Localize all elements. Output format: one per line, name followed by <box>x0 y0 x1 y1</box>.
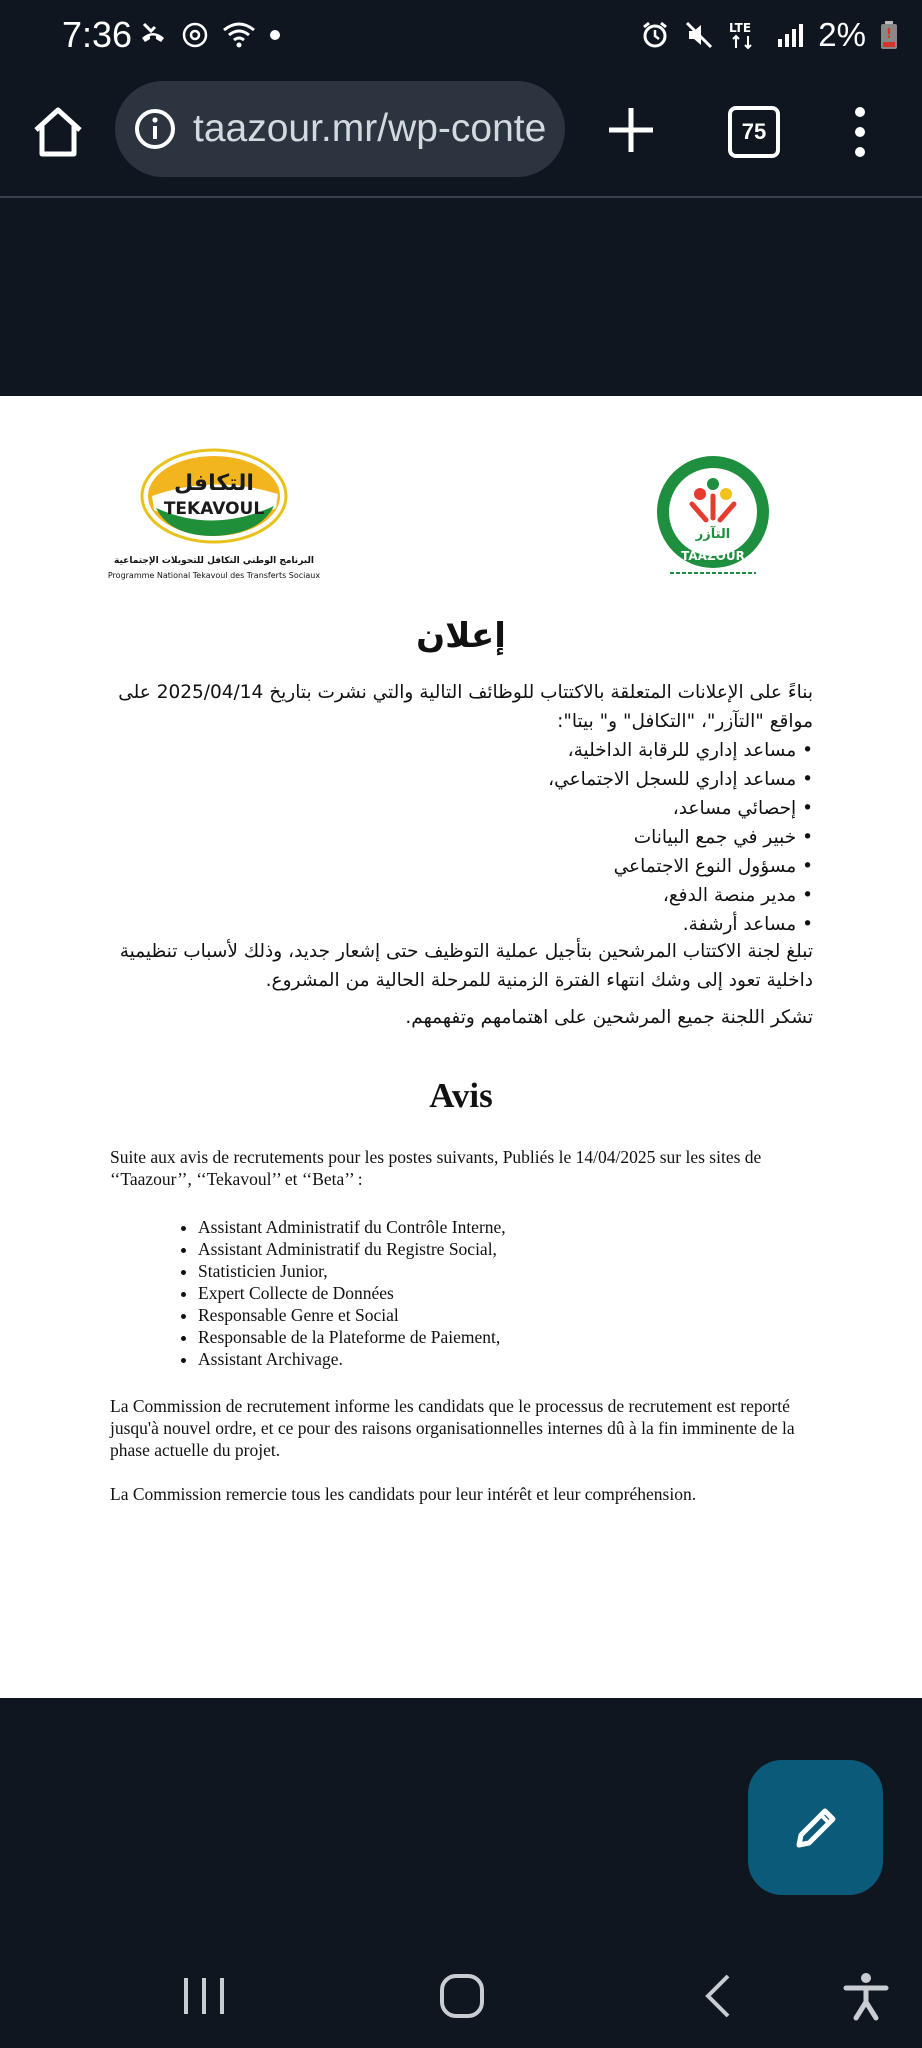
svg-text:!: ! <box>886 27 892 42</box>
home-nav-icon[interactable] <box>434 1968 490 2024</box>
list-item: • خبير في جمع البيانات <box>108 823 813 852</box>
french-title: Avis <box>429 1076 493 1115</box>
lte-signal-icon <box>728 20 762 50</box>
list-item: • Statisticien Junior, <box>198 1260 798 1282</box>
taazour-latin-text: TAAZOUR <box>681 549 745 563</box>
toolbar-divider <box>0 196 922 198</box>
more-menu-icon[interactable] <box>850 106 870 158</box>
taazour-arabic-text: التآزر <box>695 527 731 542</box>
status-left-icons <box>138 20 280 50</box>
url-text[interactable]: taazour.mr/wp-conte <box>193 107 547 150</box>
status-right-icons <box>640 16 898 54</box>
list-item: • Expert Collecte de Données <box>198 1282 798 1304</box>
alarm-icon <box>640 20 670 50</box>
list-item: • مساعد إداري للرقابة الداخلية، <box>108 736 813 765</box>
french-thanks: La Commission remercie tous les candidats pour leur intérêt et leur compréhension. <box>110 1484 697 1504</box>
home-icon[interactable] <box>30 104 86 160</box>
arabic-thanks: تشكر اللجنة جميع المرشحين على اهتمامهم وتفهمهم. <box>405 1007 813 1028</box>
tekavoul-arabic-text: التكافل <box>174 471 254 496</box>
arabic-title: إعلان <box>416 616 506 656</box>
wifi-icon <box>222 21 256 49</box>
battery-percent: 2% <box>818 16 866 53</box>
french-intro: Suite aux avis de recrutements pour les postes suivants, Publiés le 14/04/2025 sur les sites de ‘‘Taazour’’, ‘‘Tekavoul’’ et ‘‘Beta’’ : <box>110 1147 762 1189</box>
missed-call-icon <box>138 20 168 50</box>
list-item: • Assistant Archivage. <box>198 1348 798 1370</box>
list-item: • مدير منصة الدفع، <box>108 881 813 910</box>
taazour-logo <box>648 454 778 584</box>
list-item: • مساعد إداري للسجل الاجتماعي، <box>108 765 813 794</box>
back-icon[interactable] <box>692 1968 748 2024</box>
mute-icon <box>684 20 714 50</box>
arabic-job-list <box>108 736 813 939</box>
french-job-list <box>110 1216 798 1370</box>
list-item: • مسؤول النوع الاجتماعي <box>108 852 813 881</box>
tab-switcher-button[interactable]: 75 <box>728 106 780 158</box>
list-item: • مساعد أرشفة. <box>108 910 813 939</box>
pdf-page <box>0 396 922 1698</box>
notification-dot-icon <box>270 30 280 40</box>
list-item: • Responsable de la Plateforme de Paiement, <box>198 1326 798 1348</box>
browser-toolbar <box>0 76 922 196</box>
status-time: 7:36 <box>62 14 133 55</box>
list-item: • Assistant Administratif du Contrôle Interne, <box>198 1216 798 1238</box>
list-item: • Responsable Genre et Social <box>198 1304 798 1326</box>
system-nav-bar <box>0 1940 922 2048</box>
tekavoul-logo <box>100 448 340 588</box>
tekavoul-caption-fr: Programme National Tekavoul des Transferts Sociaux <box>107 571 321 580</box>
at-sign-icon <box>182 22 208 48</box>
svg-text:LTE: LTE <box>729 21 752 35</box>
status-bar <box>0 0 922 76</box>
new-tab-icon[interactable] <box>605 104 657 156</box>
tekavoul-latin-text: TEKAVOUL <box>163 499 265 519</box>
recent-apps-icon[interactable] <box>176 1968 232 2024</box>
list-item: • إحصائي مساعد، <box>108 794 813 823</box>
signal-icon <box>776 21 804 49</box>
arabic-paragraph: تبلغ لجنة الاكتتاب المرشحين بتأجيل عملية التوظيف حتى إشعار جديد، وذلك لأسباب تنظيمية داخلية تعود إلى وشك انتهاء الفترة الزمنية للمرحلة الحالية من المشروع. <box>119 941 813 991</box>
arabic-intro: بناءً على الإعلانات المتعلقة بالاكتتاب للوظائف التالية والتي نشرت بتاريخ 2025/04/14 على مواقع "التآزر"، "التكافل" و" بيتا": <box>118 682 813 732</box>
tekavoul-caption-ar: البرنامج الوطني التكافل للتحويلات الإجتماعية <box>114 556 314 566</box>
list-item: • Assistant Administratif du Registre Social, <box>198 1238 798 1260</box>
url-bar[interactable] <box>115 81 565 177</box>
edit-fab-button[interactable] <box>748 1760 883 1895</box>
site-info-icon[interactable] <box>133 107 177 151</box>
pencil-icon <box>789 1801 843 1855</box>
battery-low-icon <box>880 20 898 50</box>
accessibility-icon[interactable] <box>838 1968 894 2024</box>
french-paragraph: La Commission de recrutement informe les candidats que le processus de recrutement est reporté jusqu'à nouvel ordre, et ce pour des raisons organisationnelles internes dû à la fin imminente de la phase actuelle du projet. <box>110 1396 795 1460</box>
